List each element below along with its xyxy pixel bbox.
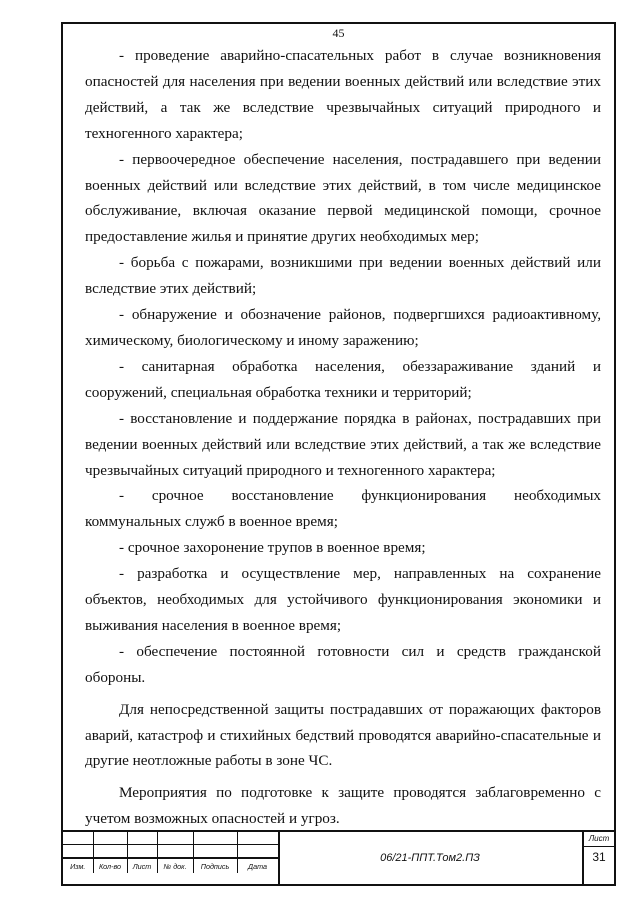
document-code: 06/21-ППТ.Том2.ПЗ <box>278 832 584 884</box>
column-list: Лист <box>127 858 157 873</box>
list-item: - санитарная обработка населения, обеззараживание зданий и сооружений, специальная обработка техники и территорий; <box>85 357 601 401</box>
list-item: - восстановление и поддержание порядка в районах, пострадавших при ведении военных действий или вследствие этих действий, а так же вследствие чрезвычайных ситуаций природного и техногенного характера; <box>85 409 601 479</box>
page-number: 45 <box>332 26 345 40</box>
list-item: - срочное восстановление функционирования необходимых коммунальных служб в военное время; <box>85 487 601 531</box>
title-block-stamp <box>63 830 614 884</box>
paragraph: Мероприятия по подготовке к защите проводятся заблаговременно с учетом возможных опасностей и угроз. <box>85 784 601 828</box>
sheet-number: 31 <box>592 850 606 864</box>
column-date: Дата <box>237 858 278 873</box>
column-kol-vo: Кол-во <box>93 858 127 873</box>
list-item: - разработка и осуществление мер, направленных на сохранение объектов, необходимых для устойчивого функционирования экономики и выживания населения в военное время; <box>85 565 601 634</box>
sheet-box <box>584 832 614 884</box>
page-frame <box>61 22 616 886</box>
list-item: - проведение аварийно-спасательных работ в случае возникновения опасностей для населения при ведении военных действий или вследствие этих действий, а так же вследствие чрезвычайных ситуаций природного и техногенного характера; <box>85 47 601 142</box>
document-body <box>85 43 601 832</box>
column-signature: Подпись <box>193 858 237 873</box>
sheet-label: Лист <box>584 832 614 847</box>
list-item: - обеспечение постоянной готовности сил и средств гражданской обороны. <box>85 642 601 686</box>
list-item: - борьба с пожарами, возникшими при ведении военных действий или вследствие этих действий; <box>85 254 601 298</box>
paragraph: Для непосредственной защиты пострадавших от поражающих факторов аварий, катастроф и стихийных бедствий проводятся аварийно-спасательные и другие неотложные работы в зоне ЧС. <box>85 700 601 770</box>
column-izm: Изм. <box>63 858 93 873</box>
column-doc-number: № док. <box>157 858 193 873</box>
list-item: - обнаружение и обозначение районов, подвергшихся радиоактивному, химическому, биологическому и иному заражению; <box>85 306 601 349</box>
list-item: - первоочередное обеспечение населения, пострадавшего при ведении военных действий или вследствие этих действий, в том числе медицинское обслуживание, включая оказание первой медицинской помощи, срочное предоставление жилья и принятие других необходимых мер; <box>85 150 601 246</box>
list-item: - срочное захоронение трупов в военное время; <box>119 539 426 557</box>
revision-table <box>63 832 279 873</box>
